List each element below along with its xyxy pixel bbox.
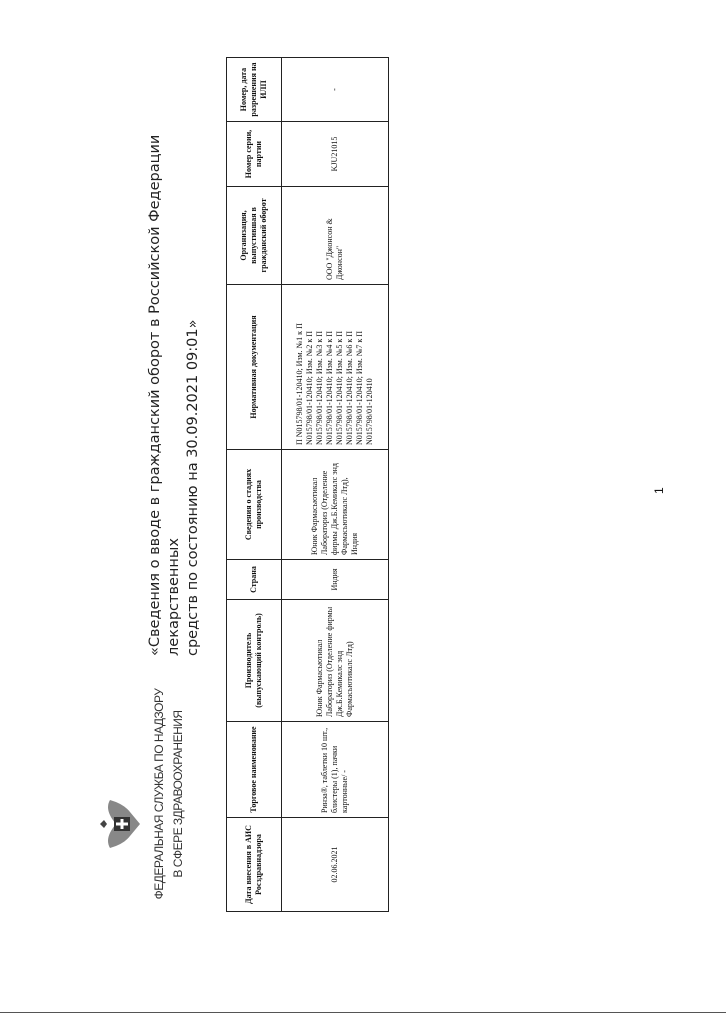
normative-doc-line: N015798/01-120410; Изм. №2 к П (305, 330, 314, 445)
cell-trade-name: Ринза®, таблетки 10 шт., блистеры (1), пачки картонные/ - (282, 722, 389, 818)
table-row (282, 58, 389, 912)
col-header-batch: Номер серии, партии (227, 122, 282, 187)
col-header-normative: Нормативная документация (227, 285, 282, 450)
title-line-1: «Сведения о вводе в гражданский оборот в Российской Федерации лекарственных (147, 134, 182, 656)
cell-production-stages: Юник Фармасьютикал Лабораториз (Отделение фирмы Дж.Б.Кемикалс энд Фармасьютикалс Лтд), Индия (282, 450, 389, 560)
cell-permit: - (282, 58, 389, 122)
agency-name (150, 674, 188, 914)
col-header-organization: Организация, выпустившая в гражданский оборот (227, 187, 282, 285)
col-header-manufacturer: Производитель (выпускающий контроль) (227, 600, 282, 722)
cell-country: Индия (282, 560, 389, 600)
normative-doc-line: N015798/01-120410; Изм. №4 к П (325, 330, 334, 445)
col-header-permit: Номер, дата разрешения на ИЛП (227, 58, 282, 122)
normative-doc-line: П N015798/01-120410; Изм. №1 к П (295, 323, 304, 445)
col-header-stages: Сведения о стадиях производства (227, 450, 282, 560)
table-header-row (227, 58, 282, 912)
page-number: 1 (652, 487, 666, 494)
col-header-date: Дата внесения в АИС Росздравнадзора (227, 818, 282, 912)
normative-doc-line: N015798/01-120410; Изм. №5 к П (335, 330, 344, 445)
scan-edge-line (0, 1012, 726, 1013)
col-header-trade-name: Торговое наименование (227, 722, 282, 818)
normative-doc-line: N015798/01-120410; Изм. №3 к П (315, 330, 324, 445)
cell-manufacturer: Юник Фармасьютикал Лабораториз (Отделение фирмы Дж.Б.Кемикалс энд Фармасьютикалс Лтд) (282, 600, 389, 722)
normative-doc-line: N015798/01-120410; Изм. №7 к П (355, 330, 364, 445)
drug-release-table (226, 57, 389, 912)
cell-batch: KJU21015 (282, 122, 389, 187)
agency-line-2: В СФЕРЕ ЗДРАВООХРАНЕНИЯ (171, 710, 185, 878)
agency-line-1: ФЕДЕРАЛЬНАЯ СЛУЖБА ПО НАДЗОРУ (152, 688, 166, 900)
coat-of-arms-logo (96, 794, 146, 854)
cell-organization: ООО "Джонсон & Джонсон" (282, 187, 389, 285)
cell-normative-docs (282, 285, 389, 450)
document-title (146, 56, 203, 656)
normative-doc-line: N015798/01-120410; Изм. №6 к П (345, 330, 354, 445)
col-header-country: Страна (227, 560, 282, 600)
normative-doc-line: N015798/01-120410 (365, 378, 374, 445)
cell-date: 02.06.2021 (282, 818, 389, 912)
title-line-2: средств по состоянию на 30.09.2021 09:01» (185, 319, 201, 656)
